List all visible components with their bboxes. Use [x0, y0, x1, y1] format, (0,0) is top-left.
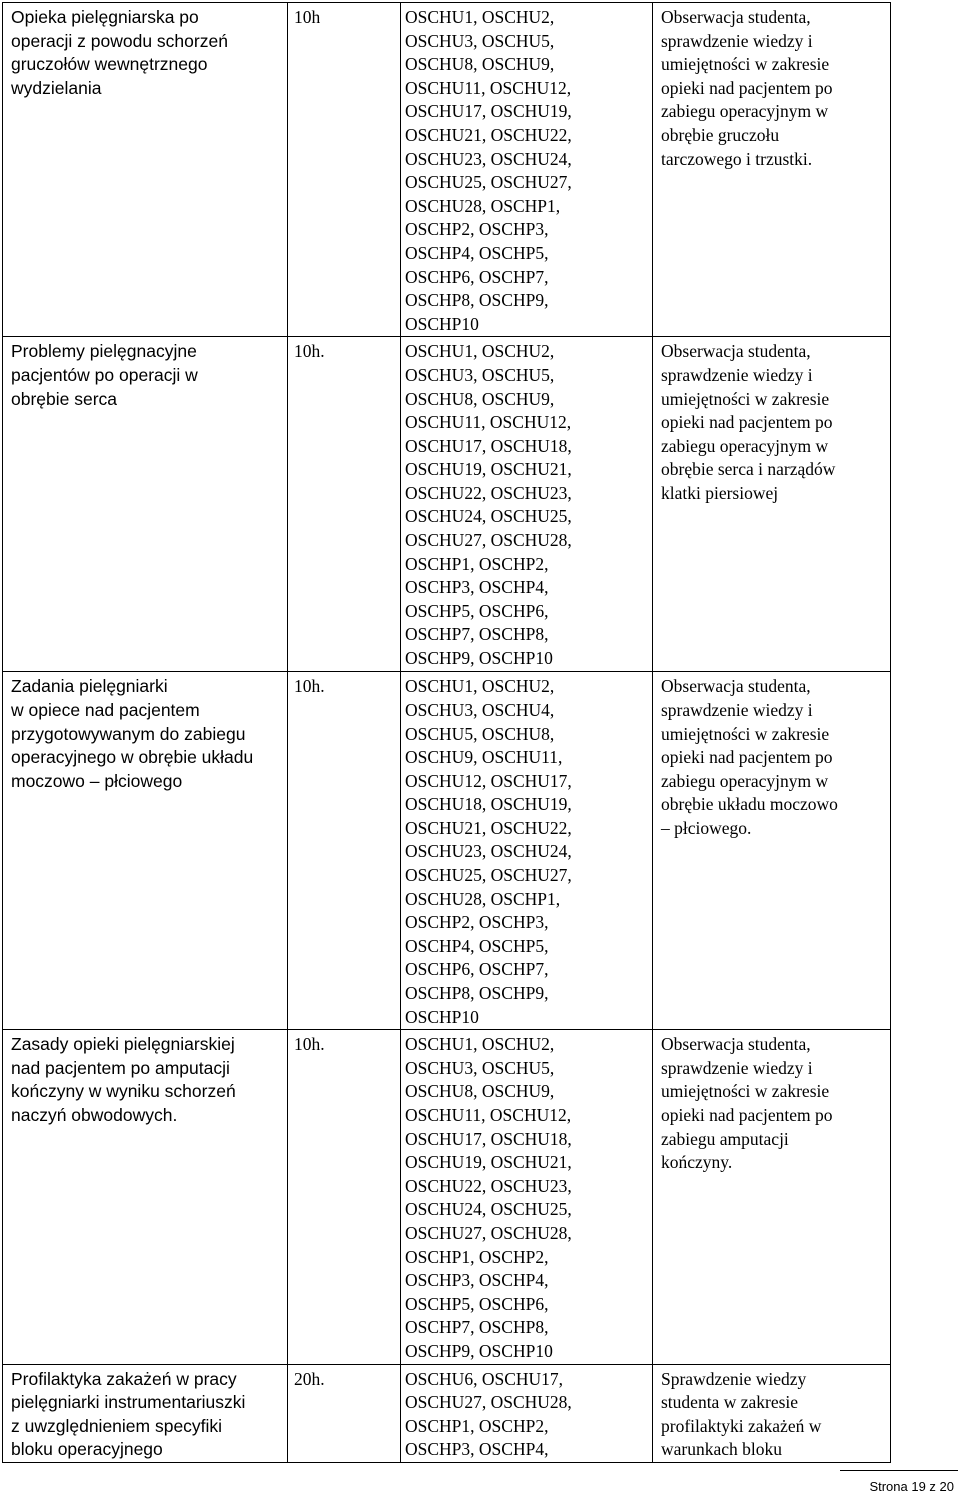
footer-divider: [840, 1470, 958, 1471]
hours-cell: 10h.: [288, 1030, 401, 1364]
outcome-codes-cell: OSCHU1, OSCHU2, OSCHU3, OSCHU5, OSCHU8, OSCHU9, OSCHU11, OSCHU12, OSCHU17, OSCHU18, OSCHU19, OSCHU21, OSCHU22, OSCHU23, OSCHU24, OSCHU25, OSCHU27, OSCHU28, OSCHP1, OSCHP2, OSCHP3, OSCHP4, OSCHP5, OSCHP6, OSCHP7, OSCHP8, OSCHP9, OSCHP10: [401, 337, 653, 672]
assessment-method-cell: Obserwacja studenta, sprawdzenie wiedzy i umiejętności w zakresie opieki nad pacjentem po zabiegu operacyjnym w obrębie układu moczowo – płciowego.: [653, 672, 891, 1030]
outcome-codes-cell: OSCHU6, OSCHU17, OSCHU27, OSCHU28, OSCHP1, OSCHP2, OSCHP3, OSCHP4,: [401, 1364, 653, 1462]
table-row: [3, 3, 891, 337]
table-row: [3, 337, 891, 672]
table-row: [3, 672, 891, 1030]
outcome-codes-cell: OSCHU1, OSCHU2, OSCHU3, OSCHU4, OSCHU5, OSCHU8, OSCHU9, OSCHU11, OSCHU12, OSCHU17, OSCHU18, OSCHU19, OSCHU21, OSCHU22, OSCHU23, OSCHU24, OSCHU25, OSCHU27, OSCHU28, OSCHP1, OSCHP2, OSCHP3, OSCHP4, OSCHP5, OSCHP6, OSCHP7, OSCHP8, OSCHP9, OSCHP10: [401, 672, 653, 1030]
topic-cell: Opieka pielęgniarska po operacji z powodu schorzeń gruczołów wewnętrznego wydzielania: [3, 3, 288, 337]
assessment-method-cell: Obserwacja studenta, sprawdzenie wiedzy i umiejętności w zakresie opieki nad pacjentem po zabiegu amputacji kończyny.: [653, 1030, 891, 1364]
topic-cell: Problemy pielęgnacyjne pacjentów po operacji w obrębie serca: [3, 337, 288, 672]
assessment-method-cell: Obserwacja studenta, sprawdzenie wiedzy i umiejętności w zakresie opieki nad pacjentem po zabiegu operacyjnym w obrębie gruczołu tarczowego i trzustki.: [653, 3, 891, 337]
curriculum-table: [2, 2, 891, 1463]
outcome-codes-cell: OSCHU1, OSCHU2, OSCHU3, OSCHU5, OSCHU8, OSCHU9, OSCHU11, OSCHU12, OSCHU17, OSCHU18, OSCHU19, OSCHU21, OSCHU22, OSCHU23, OSCHU24, OSCHU25, OSCHU27, OSCHU28, OSCHP1, OSCHP2, OSCHP3, OSCHP4, OSCHP5, OSCHP6, OSCHP7, OSCHP8, OSCHP9, OSCHP10: [401, 1030, 653, 1364]
page-number: Strona 19 z 20: [869, 1479, 954, 1494]
assessment-method-cell: Sprawdzenie wiedzy studenta w zakresie profilaktyki zakażeń w warunkach bloku: [653, 1364, 891, 1462]
hours-cell: 10h.: [288, 672, 401, 1030]
hours-cell: 20h.: [288, 1364, 401, 1462]
table-row: [3, 1030, 891, 1364]
assessment-method-cell: Obserwacja studenta, sprawdzenie wiedzy i umiejętności w zakresie opieki nad pacjentem po zabiegu operacyjnym w obrębie serca i narządów klatki piersiowej: [653, 337, 891, 672]
topic-cell: Profilaktyka zakażeń w pracy pielęgniarki instrumentariuszki z uwzględnieniem specyfiki bloku operacyjnego: [3, 1364, 288, 1462]
topic-cell: Zasady opieki pielęgniarskiej nad pacjentem po amputacji kończyny w wyniku schorzeń naczyń obwodowych.: [3, 1030, 288, 1364]
hours-cell: 10h: [288, 3, 401, 337]
hours-cell: 10h.: [288, 337, 401, 672]
table-row: [3, 1364, 891, 1462]
topic-cell: Zadania pielęgniarki w opiece nad pacjentem przygotowywanym do zabiegu operacyjnego w obrębie układu moczowo – płciowego: [3, 672, 288, 1030]
outcome-codes-cell: OSCHU1, OSCHU2, OSCHU3, OSCHU5, OSCHU8, OSCHU9, OSCHU11, OSCHU12, OSCHU17, OSCHU19, OSCHU21, OSCHU22, OSCHU23, OSCHU24, OSCHU25, OSCHU27, OSCHU28, OSCHP1, OSCHP2, OSCHP3, OSCHP4, OSCHP5, OSCHP6, OSCHP7, OSCHP8, OSCHP9, OSCHP10: [401, 3, 653, 337]
